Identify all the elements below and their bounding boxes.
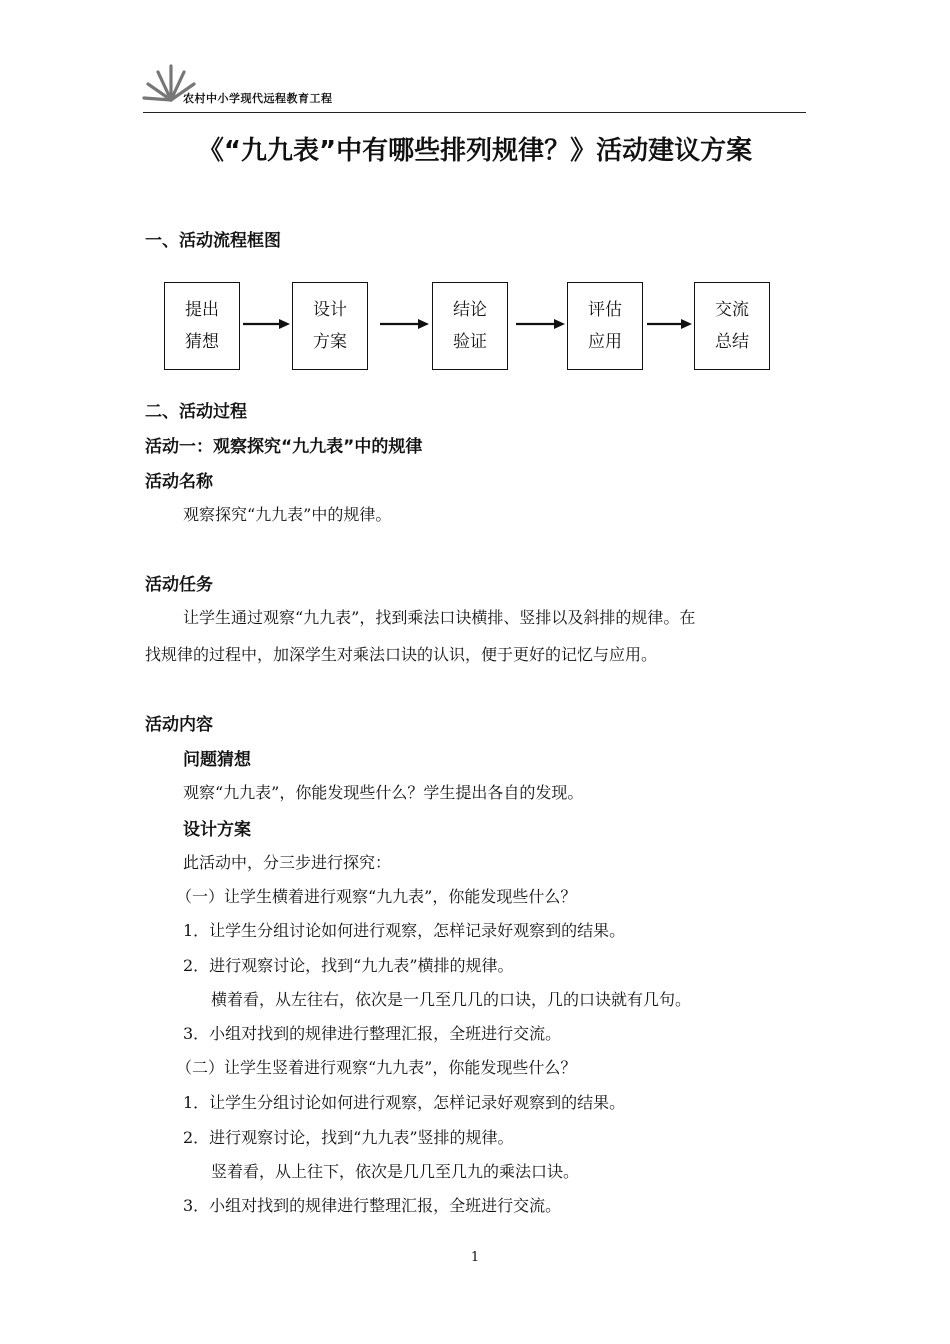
part-one-step-1: 1．让学生分组讨论如何进行观察，怎样记录好观察到的结果。 [183,921,626,940]
header-org-name: 农村中小学现代远程教育工程 [183,92,333,105]
part-two-step-2-detail: 竖着看，从上往下，依次是几几至几九的乘法口诀。 [211,1162,580,1181]
part-one-step-2-detail: 横着看，从左往右，依次是一几至几几的口诀，几的口诀就有几句。 [211,990,692,1009]
section-heading-process: 二、活动过程 [145,402,247,422]
flow-step-label: 交流 [715,300,749,320]
flow-step-label: 总结 [715,332,749,352]
flow-arrow-icon [647,318,693,330]
activity-task-label: 活动任务 [145,575,213,595]
header-divider [143,112,806,113]
flow-step-summary [694,282,770,370]
flow-step-label: 验证 [453,332,487,352]
part-two-step-2: 2．进行观察讨论，找到“九九表”竖排的规律。 [183,1128,514,1147]
page-number: 1 [470,1250,480,1265]
part-two-heading: （二）让学生竖着进行观察“九九表”，你能发现些什么？ [176,1058,577,1077]
activity-task-text-line1: 让学生通过观察“九九表”，找到乘法口诀横排、竖排以及斜排的规律。在 [183,608,696,627]
activity-task-text-line2: 找规律的过程中，加深学生对乘法口诀的认识，便于更好的记忆与应用。 [145,645,658,664]
flow-step-label: 应用 [588,332,622,352]
flow-arrow-icon [516,318,566,330]
flow-arrow-icon [243,318,291,330]
part-one-heading: （一）让学生横着进行观察“九九表”，你能发现些什么？ [176,887,577,906]
part-two-step-1: 1．让学生分组讨论如何进行观察，怎样记录好观察到的结果。 [183,1093,626,1112]
flow-step-label: 评估 [588,300,622,320]
flow-arrow-icon [380,318,430,330]
flow-step-label: 方案 [313,332,347,352]
flow-step-label: 提出 [185,300,219,320]
part-one-step-3: 3．小组对找到的规律进行整理汇报，全班进行交流。 [183,1024,562,1043]
flow-step-label: 结论 [453,300,487,320]
design-plan-intro: 此活动中，分三步进行探究： [183,853,392,872]
part-one-step-2: 2．进行观察讨论，找到“九九表”横排的规律。 [183,956,514,975]
page-title: 《“九九表”中有哪些排列规律？》活动建议方案 [197,136,753,166]
activity-content-label: 活动内容 [145,715,213,735]
activity-name-label: 活动名称 [145,472,213,492]
problem-guess-text: 观察“九九表”，你能发现些什么？学生提出各自的发现。 [183,783,584,802]
design-plan-label: 设计方案 [183,820,251,840]
activity-name-text: 观察探究“九九表”中的规律。 [183,505,392,524]
activity-heading: 活动一：观察探究“九九表”中的规律 [145,437,423,457]
flow-step-label: 猜想 [185,332,219,352]
flow-step-verify [432,282,508,370]
part-two-step-3: 3．小组对找到的规律进行整理汇报，全班进行交流。 [183,1196,562,1215]
flow-step-label: 设计 [313,300,347,320]
problem-guess-label: 问题猜想 [183,750,251,770]
flow-step-guess [164,282,240,370]
section-heading-flowchart: 一、活动流程框图 [145,231,281,251]
flow-step-apply [567,282,643,370]
flow-step-design [292,282,368,370]
